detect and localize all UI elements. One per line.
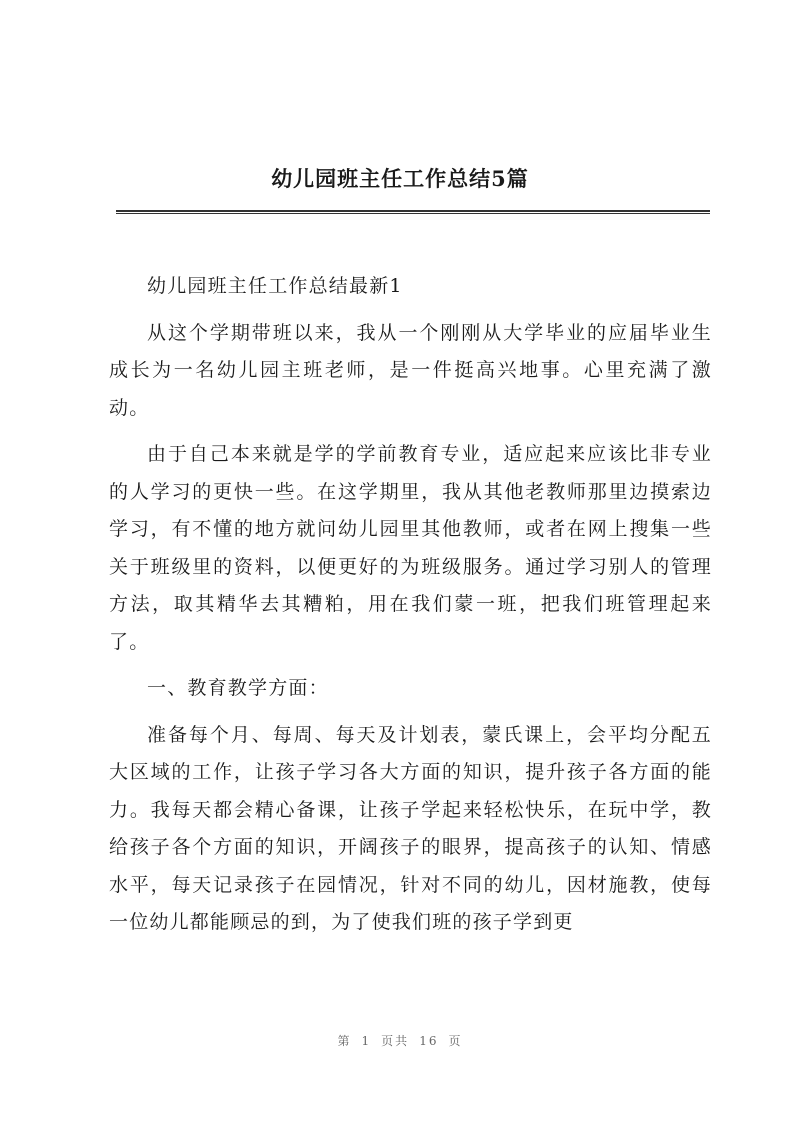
document-body bbox=[109, 268, 712, 951]
paragraph: 由于自己本来就是学的学前教育专业，适应起来应该比非专业的人学习的更快一些。在这学期里，我从其他老教师那里边摸索边学习，有不懂的地方就问幼儿园里其他教师，或者在网上搜集一些关于班级里的资料，以便更好的为班级服务。通过学习别人的管理方法，取其精华去其糟粕，用在我们蒙一班，把我们班管理起来了。 bbox=[109, 443, 712, 653]
footer-middle: 页共 bbox=[381, 1034, 410, 1048]
subheading: 一、教育教学方面： bbox=[147, 677, 329, 699]
paragraph: 从这个学期带班以来，我从一个刚刚从大学毕业的应届毕业生成长为一名幼儿园主班老师，是一件挺高兴地事。心里充满了激动。 bbox=[109, 321, 712, 419]
footer-prefix: 第 bbox=[337, 1034, 352, 1048]
section-heading: 幼儿园班主任工作总结最新1 bbox=[147, 275, 403, 297]
title-divider bbox=[116, 210, 710, 214]
page-footer bbox=[0, 1032, 800, 1049]
footer-total-pages: 16 bbox=[419, 1034, 439, 1048]
paragraph: 准备每个月、每周、每天及计划表，蒙氏课上，会平均分配五大区域的工作，让孩子学习各大方面的知识，提升孩子各方面的能力。我每天都会精心备课，让孩子学起来轻松快乐，在玩中学，教给孩子各个方面的知识，开阔孩子的眼界，提高孩子的认知、情感水平，每天记录孩子在园情况，针对不同的幼儿，因材施教，使每一位幼儿都能顾忌的到，为了使我们班的孩子学到更 bbox=[109, 723, 712, 933]
footer-suffix: 页 bbox=[448, 1034, 463, 1048]
document-title: 幼儿园班主任工作总结5篇 bbox=[271, 166, 529, 191]
footer-current-page: 1 bbox=[361, 1034, 372, 1048]
